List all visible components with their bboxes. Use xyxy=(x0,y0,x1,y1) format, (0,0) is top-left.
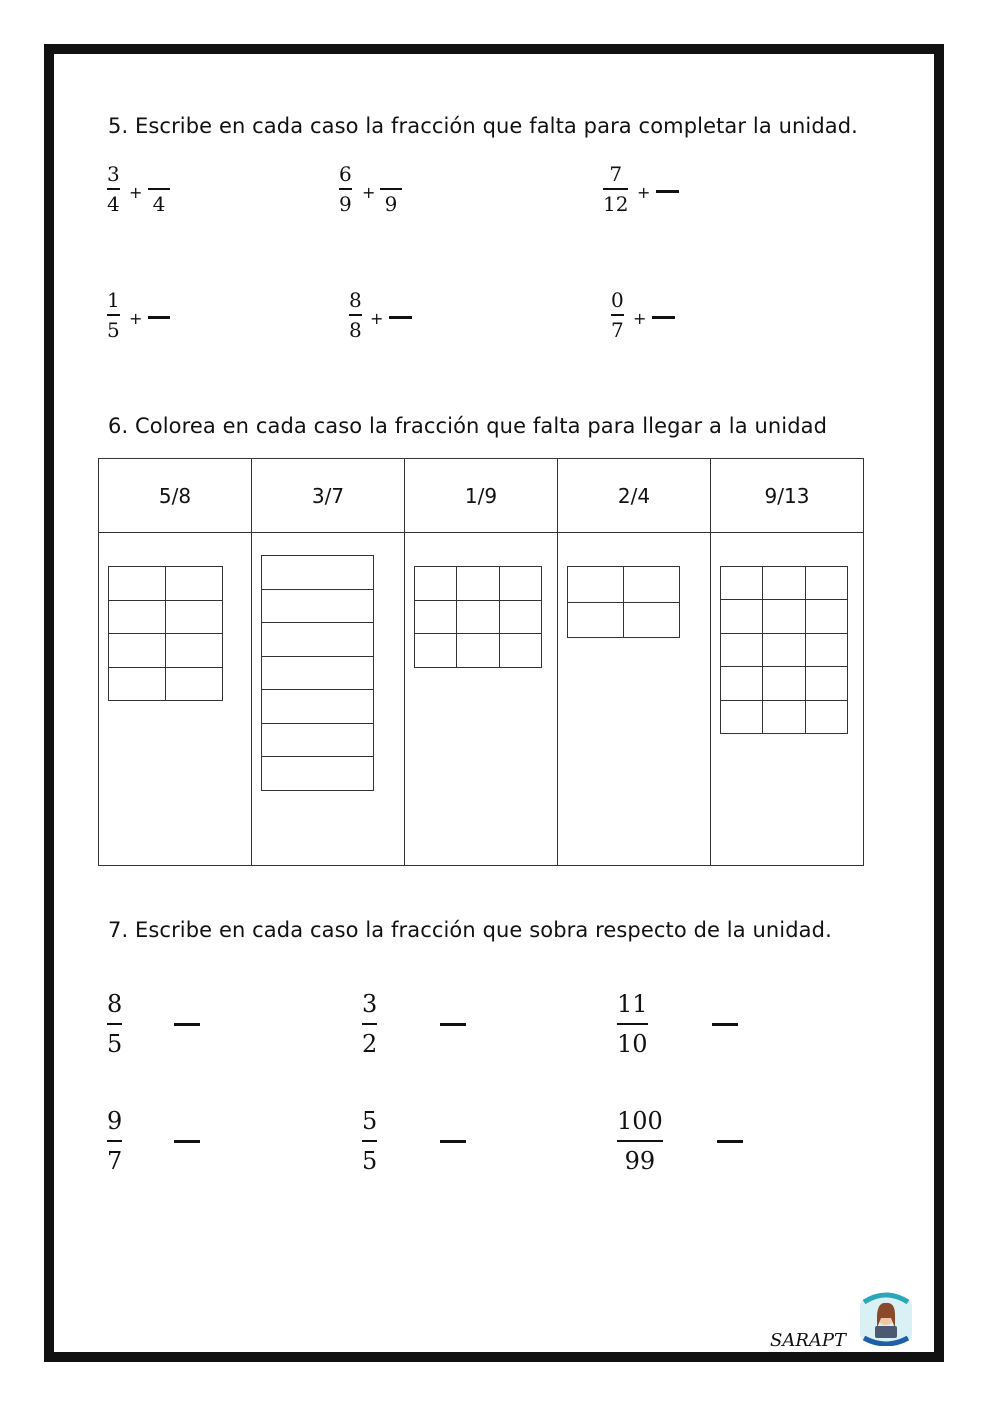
table-column xyxy=(711,459,863,865)
table-column xyxy=(558,459,711,865)
grid-cell[interactable] xyxy=(262,623,374,657)
grid-cell[interactable] xyxy=(109,600,166,634)
coloring-table xyxy=(98,458,864,866)
grid-cell[interactable] xyxy=(262,723,374,757)
grid-cell[interactable] xyxy=(805,567,847,600)
fraction: 100 99 xyxy=(617,1107,663,1175)
grid-cell[interactable] xyxy=(166,634,223,668)
fraction: 0 7 xyxy=(611,288,624,342)
grid-cell[interactable] xyxy=(262,757,374,791)
answer-blank[interactable] xyxy=(440,1023,466,1026)
grid-cell[interactable] xyxy=(721,600,763,633)
fraction-grid[interactable] xyxy=(261,555,374,791)
grid-cell[interactable] xyxy=(166,600,223,634)
grid-cell[interactable] xyxy=(763,633,805,666)
answer-blank[interactable] xyxy=(652,316,675,319)
grid-cell[interactable] xyxy=(721,633,763,666)
plus-sign: + xyxy=(637,183,651,202)
grid-cell[interactable] xyxy=(262,556,374,590)
section6-heading: 6. Colorea en cada caso la fracción que falta para llegar a la unidad xyxy=(108,414,828,438)
fraction-grid[interactable] xyxy=(720,566,848,734)
section5-heading: 5. Escribe en cada caso la fracción que falta para completar la unidad. xyxy=(108,114,858,138)
fraction: 8 8 xyxy=(349,288,362,342)
grid-cell[interactable] xyxy=(457,634,499,668)
author-signature: SARAPT xyxy=(770,1330,846,1351)
answer-blank[interactable] xyxy=(174,1023,200,1026)
grid-cell[interactable] xyxy=(262,589,374,623)
grid-cell[interactable] xyxy=(415,600,457,634)
grid-cell[interactable] xyxy=(624,602,680,638)
fraction-grid[interactable] xyxy=(414,566,542,668)
answer-blank[interactable] xyxy=(712,1023,738,1026)
grid-cell[interactable] xyxy=(262,690,374,724)
answer-blank[interactable] xyxy=(656,190,679,193)
plus-sign: + xyxy=(370,309,384,328)
grid-cell[interactable] xyxy=(721,567,763,600)
answer-blank[interactable] xyxy=(440,1140,466,1143)
column-fraction-label: 3/7 xyxy=(252,459,404,533)
grid-cell[interactable] xyxy=(415,634,457,668)
grid-cell[interactable] xyxy=(763,667,805,700)
grid-cell[interactable] xyxy=(721,700,763,733)
section7-heading: 7. Escribe en cada caso la fracción que sobra respecto de la unidad. xyxy=(108,918,832,942)
grid-cell[interactable] xyxy=(624,567,680,603)
column-fraction-label: 5/8 xyxy=(99,459,251,533)
grid-cell[interactable] xyxy=(499,634,541,668)
grid-cell[interactable] xyxy=(499,600,541,634)
fraction: 6 9 xyxy=(339,162,352,216)
grid-cell[interactable] xyxy=(763,700,805,733)
fraction: 5 5 xyxy=(362,1107,378,1175)
grid-cell[interactable] xyxy=(568,602,624,638)
fraction: 3 2 xyxy=(362,990,378,1058)
answer-fraction[interactable]: 4 xyxy=(148,164,170,214)
grid-cell[interactable] xyxy=(109,567,166,601)
grid-cell[interactable] xyxy=(805,700,847,733)
column-fraction-label: 9/13 xyxy=(711,459,863,533)
fraction: 3 4 xyxy=(107,162,120,216)
grid-cell[interactable] xyxy=(457,567,499,601)
table-column xyxy=(405,459,558,865)
column-fraction-label: 2/4 xyxy=(558,459,710,533)
grid-cell[interactable] xyxy=(805,600,847,633)
plus-sign: + xyxy=(129,309,143,328)
answer-blank[interactable] xyxy=(148,316,170,319)
yo-trabajo-desde-casa-logo-icon xyxy=(858,1288,914,1346)
fraction: 11 10 xyxy=(617,990,648,1058)
table-column xyxy=(252,459,405,865)
fraction: 8 5 xyxy=(107,990,123,1058)
column-fraction-label: 1/9 xyxy=(405,459,557,533)
grid-cell[interactable] xyxy=(805,667,847,700)
plus-sign: + xyxy=(129,183,143,202)
grid-cell[interactable] xyxy=(109,667,166,701)
grid-cell[interactable] xyxy=(457,600,499,634)
fraction: 9 7 xyxy=(107,1107,123,1175)
fraction-grid[interactable] xyxy=(108,566,223,701)
answer-blank[interactable] xyxy=(389,316,412,319)
answer-blank[interactable] xyxy=(717,1140,743,1143)
plus-sign: + xyxy=(362,183,376,202)
answer-blank[interactable] xyxy=(174,1140,200,1143)
table-column xyxy=(99,459,252,865)
fraction-grid[interactable] xyxy=(567,566,680,638)
grid-cell[interactable] xyxy=(415,567,457,601)
grid-cell[interactable] xyxy=(763,567,805,600)
grid-cell[interactable] xyxy=(262,656,374,690)
grid-cell[interactable] xyxy=(721,667,763,700)
grid-cell[interactable] xyxy=(805,633,847,666)
plus-sign: + xyxy=(633,309,647,328)
grid-cell[interactable] xyxy=(499,567,541,601)
fraction: 1 5 xyxy=(107,288,120,342)
grid-cell[interactable] xyxy=(166,567,223,601)
grid-cell[interactable] xyxy=(166,667,223,701)
fraction: 7 12 xyxy=(603,162,629,216)
grid-cell[interactable] xyxy=(109,634,166,668)
grid-cell[interactable] xyxy=(568,567,624,603)
grid-cell[interactable] xyxy=(763,600,805,633)
answer-fraction[interactable]: 9 xyxy=(380,164,402,214)
